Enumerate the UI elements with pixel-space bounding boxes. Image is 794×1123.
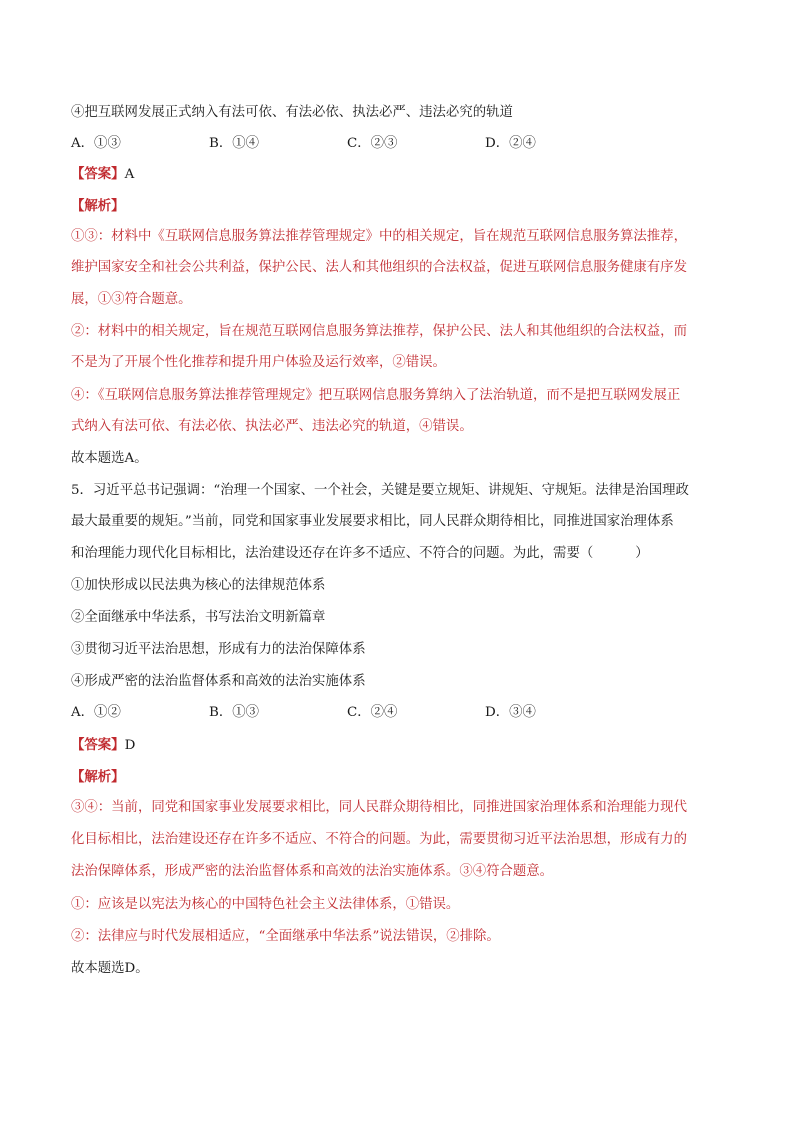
q5-item-2: ②全面继承中华法系，书写法治文明新篇章 xyxy=(71,610,326,625)
q4-options xyxy=(71,134,721,154)
q5-options xyxy=(71,703,721,723)
q4-option-a: A．①③ xyxy=(71,136,121,151)
q5-stem-line-2: 最大最重要的规矩。”当前，同党和国家事业发展要求相比，同人民群众期待相比，同推进国家治理体系 xyxy=(71,514,674,529)
q5-option-d: D．③④ xyxy=(485,705,536,720)
q5-item-4: ④形成严密的法治监督体系和高效的法治实施体系 xyxy=(71,674,366,689)
q4-analysis-line-1: ①③：材料中《互联网信息服务算法推荐管理规定》中的相关规定，旨在规范互联网信息服务算法推荐， xyxy=(71,229,687,244)
q4-analysis-label: 【解析】 xyxy=(71,198,125,214)
q5-analysis-line-5: ②：法律应与时代发展相适应，“全面继承中华法系”说法错误，②排除。 xyxy=(71,929,500,944)
q4-analysis-line-3: 展，①③符合题意。 xyxy=(71,292,192,307)
q4-answer-label: 【答案】 xyxy=(71,166,125,182)
q5-analysis-line-3: 法治保障体系，形成严密的法治监督体系和高效的法治实施体系。③④符合题意。 xyxy=(71,864,554,879)
q5-stem-text: 和治理能力现代化目标相比，法治建设还存在许多不适应、不符合的问题。为此，需要（ xyxy=(71,546,594,561)
q4-analysis-line-2: 维护国家安全和社会公共利益，保护公民、法人和其他组织的合法权益，促进互联网信息服务健康有序发 xyxy=(71,260,687,275)
q4-analysis-line-6: ④：《互联网信息服务算法推荐管理规定》把互联网信息服务算纳入了法治轨道，而不是把互联网发展正 xyxy=(71,388,681,403)
q4-answer-value: A xyxy=(124,167,135,182)
q4-option-b: B．①④ xyxy=(209,136,260,151)
q5-option-b: B．①③ xyxy=(209,705,260,720)
q4-conclusion: 故本题选A。 xyxy=(71,451,148,466)
q5-analysis-line-2: 化目标相比，法治建设还存在许多不适应、不符合的问题。为此，需要贯彻习近平法治思想，形成有力的 xyxy=(71,832,687,847)
q5-option-c: C．②④ xyxy=(347,705,398,720)
q5-answer-value: D xyxy=(124,738,136,753)
q5-analysis-line-4: ①：应该是以宪法为核心的中国特色社会主义法律体系，①错误。 xyxy=(71,897,460,912)
q4-option-d: D．②④ xyxy=(485,136,536,151)
q5-conclusion: 故本题选D。 xyxy=(71,961,149,976)
q5-analysis-line-1: ③④：当前，同党和国家事业发展要求相比，同人民群众期待相比，同推进国家治理体系和治理能力现代 xyxy=(71,800,687,815)
q5-item-3: ③贯彻习近平法治思想，形成有力的法治保障体系 xyxy=(71,642,366,657)
q5-stem-line-3 xyxy=(71,544,721,564)
q4-item-4: ④把互联网发展正式纳入有法可依、有法必依、执法必严、违法必究的轨道 xyxy=(71,105,513,120)
q5-analysis-label: 【解析】 xyxy=(71,769,125,785)
q4-analysis-line-4: ②：材料中的相关规定，旨在规范互联网信息服务算法推荐，保护公民、法人和其他组织的合法权益，而 xyxy=(71,324,687,339)
q4-analysis-line-7: 式纳入有法可依、有法必依、执法必严、违法必究的轨道，④错误。 xyxy=(71,419,473,434)
q5-stem-line-1: 5．习近平总书记强调：“治理一个国家、一个社会，关键是要立规矩、讲规矩、守规矩。法律是治国理政 xyxy=(71,483,689,498)
q5-item-1: ①加快形成以民法典为核心的法律规范体系 xyxy=(71,578,326,593)
q4-analysis-line-5: 不是为了开展个性化推荐和提升用户体验及运行效率，②错误。 xyxy=(71,355,446,370)
q5-answer-label: 【答案】 xyxy=(71,737,125,753)
q5-stem-close: ） xyxy=(635,546,649,561)
q4-answer xyxy=(71,164,721,185)
q5-answer xyxy=(71,735,721,756)
q4-option-c: C．②③ xyxy=(347,136,398,151)
q5-option-a: A．①② xyxy=(71,705,121,720)
